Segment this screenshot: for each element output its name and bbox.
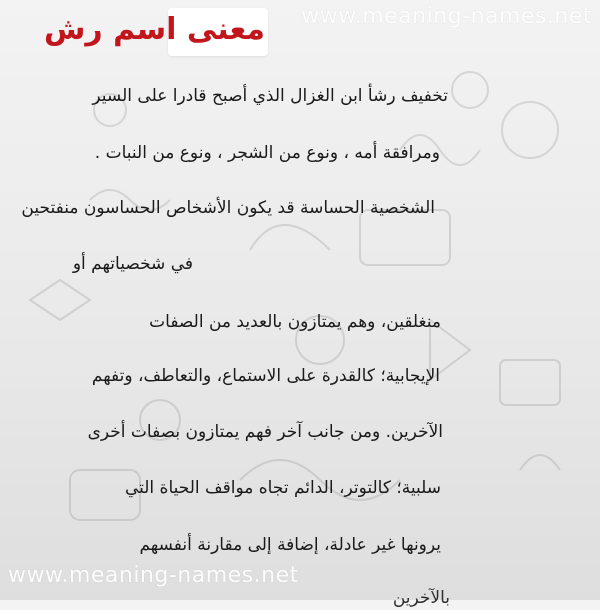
content-line-1: تخفيف رشأ ابن الغزال الذي أصبح قادرا على السير (92, 86, 448, 106)
content-line-9: يرونها غير عادلة، إضافة إلى مقارنة أنفسهم (139, 535, 441, 555)
watermark-top: www.meaning-names.net (301, 4, 592, 29)
watermark-bottom: www.meaning-names.net (8, 563, 299, 588)
content-line-7: الآخرين. ومن جانب آخر فهم يمتازون بصفات أخرى (87, 422, 443, 442)
content-line-6: الإيجابية؛ كالقدرة على الاستماع، والتعاطف، وتفهم (91, 366, 440, 386)
content-line-8: سلبية؛ كالتوتر، الدائم تجاه مواقف الحياة التي (124, 478, 441, 498)
content-line-2: ومرافقة أمه ، ونوع من الشجر ، ونوع من النبات . (94, 143, 440, 163)
content-line-4: في شخصياتهم أو (72, 254, 193, 274)
content-line-3: الشخصية الحساسة قد يكون الأشخاص الحساسون منفتحين (21, 198, 435, 218)
content-line-10: بالآخرين (392, 588, 450, 608)
content-line-5: منغلقين، وهم يمتازون بالعديد من الصفات (149, 312, 441, 332)
page-title: معنى اسم رش (44, 12, 265, 47)
